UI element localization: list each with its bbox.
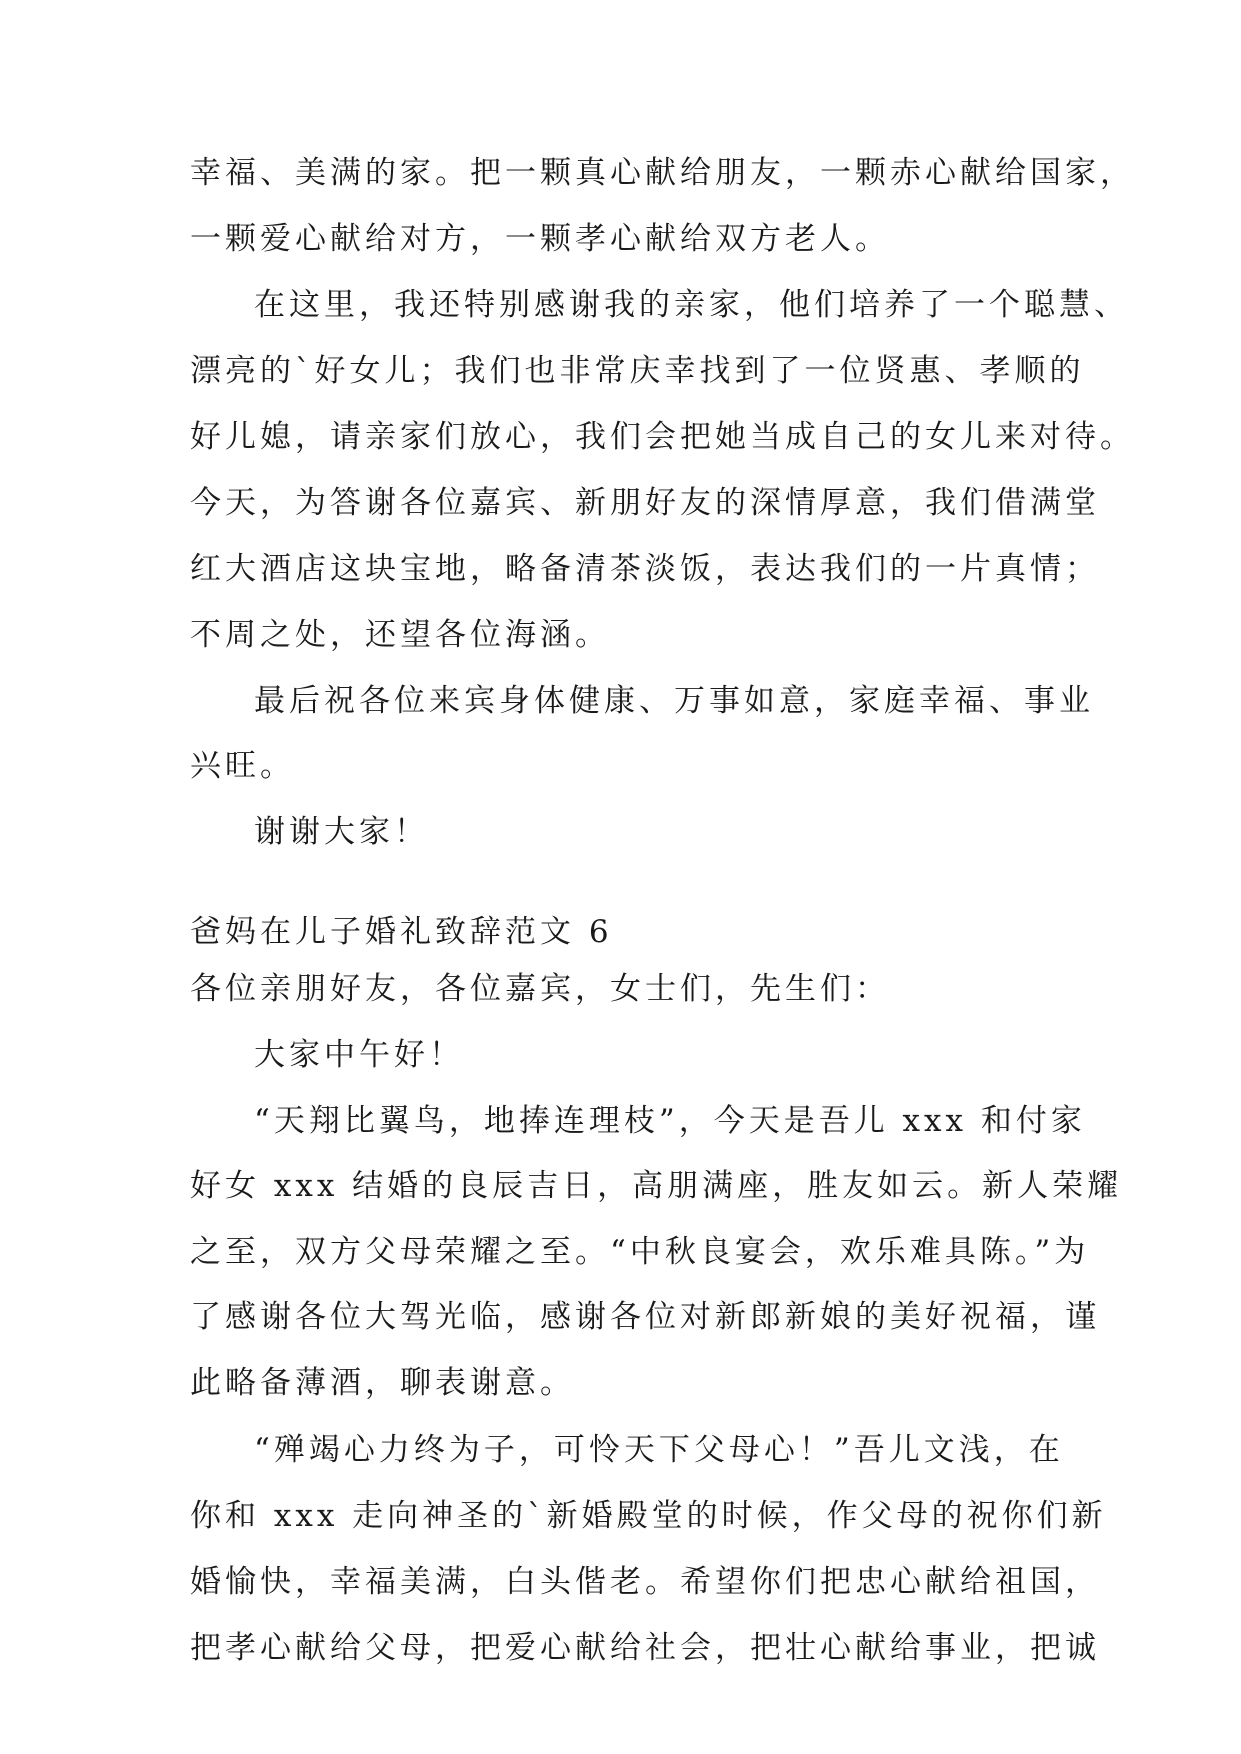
paragraph-line: 好儿媳，请亲家们放心，我们会把她当成自己的女儿来对待。	[190, 419, 1135, 455]
paragraph-line: 了感谢各位大驾光临，感谢各位对新郎新娘的美好祝福，谨	[190, 1299, 1100, 1335]
greeting-line: 大家中午好！	[254, 1037, 464, 1073]
paragraph-line: “殚竭心力终为子，可怜天下父母心！”吾儿文浅，在	[254, 1432, 1064, 1468]
paragraph-line: 此略备薄酒，聊表谢意。	[190, 1365, 575, 1401]
paragraph-line: 在这里，我还特别感谢我的亲家，他们培养了一个聪慧、	[254, 287, 1129, 323]
paragraph-line: 把孝心献给父母，把爱心献给社会，把壮心献给事业，把诚	[190, 1630, 1100, 1666]
salutation-line: 各位亲朋好友，各位嘉宾，女士们，先生们：	[190, 971, 890, 1007]
paragraph-line: 婚愉快，幸福美满，白头偕老。希望你们把忠心献给祖国，	[190, 1564, 1100, 1600]
section-title: 爸妈在儿子婚礼致辞范文 6	[190, 914, 613, 950]
paragraph-line: 兴旺。	[190, 748, 295, 784]
paragraph-line: 不周之处，还望各位海涵。	[190, 617, 610, 653]
paragraph-line: 幸福、美满的家。把一颗真心献给朋友，一颗赤心献给国家，	[190, 155, 1135, 191]
paragraph-line: 一颗爱心献给对方，一颗孝心献给双方老人。	[190, 221, 890, 257]
paragraph-line: 好女 xxx 结婚的良辰吉日，高朋满座，胜友如云。新人荣耀	[190, 1168, 1123, 1204]
paragraph-line: 今天，为答谢各位嘉宾、新朋好友的深情厚意，我们借满堂	[190, 485, 1100, 521]
paragraph-line: 漂亮的`好女儿；我们也非常庆幸找到了一位贤惠、孝顺的	[190, 353, 1085, 389]
paragraph-line: 之至，双方父母荣耀之至。“中秋良宴会，欢乐难具陈。”为	[190, 1234, 1090, 1270]
paragraph-line: 红大酒店这块宝地，略备清茶淡饭，表达我们的一片真情；	[190, 551, 1100, 587]
paragraph-line: 最后祝各位来宾身体健康、万事如意，家庭幸福、事业	[254, 683, 1094, 719]
paragraph-line: “天翔比翼鸟，地捧连理枝”，今天是吾儿 xxx 和付家	[254, 1103, 1086, 1139]
paragraph-line: 你和 xxx 走向神圣的`新婚殿堂的时候，作父母的祝你们新	[190, 1498, 1107, 1534]
closing-line: 谢谢大家！	[254, 814, 429, 850]
